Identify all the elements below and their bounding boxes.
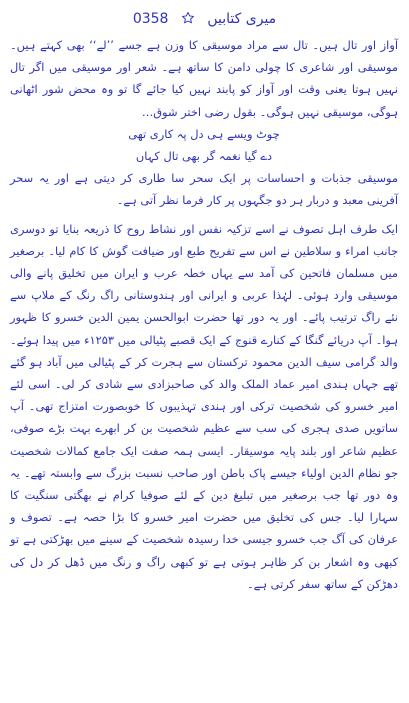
article-body [10,34,398,595]
verse-line: چوٹ ویسے ہی دل پہ کاری تھی [128,126,280,141]
page-number: 0358 [132,11,169,27]
paragraph: موسیقی جذبات و احساسات پر ایک سحر سا طاری کر دیتی ہے اور یہ سحر آفرینی معبد و دربار ہر دو جگہوں پر کار فرما نظر آتی ہے۔ [10,171,398,208]
paragraph: آواز اور تال ہیں۔ تال سے مراد موسیقی کا وزن ہے جسے ’’لے‘‘ بھی کہتے ہیں۔ موسیقی اور شاعری کا چولی دامن کا ساتھ ہے۔ شعر اور موسیقی میں اگر تال نہیں ہوتا یعنی وقت اور آواز کو پابند نہیں کیا جائے گا تو وہ محض شور اٹھانی ہوگی، موسیقی نہیں ہوگی۔ بقول رضی اختر شوق… [10,38,398,119]
book-title: میری کتابیں [207,11,277,27]
verse-line: دے گیا نغمہ گر بھی تال کہاں [135,149,273,164]
paragraph: ایک طرف اہل تصوف نے اسے تزکیہ نفس اور نشاط روح کا ذریعہ بنایا تو دوسری جانب امراء و سلاطین نے اس سے تفریح طبع اور ضیافت گوش کا کام لیا۔ برصغیر میں مسلمان فاتحین کی آمد سے یہاں خطہ عرب و ایران میں تخلیق پانے والی موسیقی وارد ہوئی۔ لہٰذا عربی و ایرانی اور ہندوستانی راگ رنگ کے ملاپ سے نئے راگ ترتیب پائے۔ اور یہ دور تھا حضرت ابوالحسن یمین الدین خسرو کا ظہور ہوا۔ آپ دریائے گنگا کے کنارے قنوج کے ایک قصبے پٹیالی میں ۱۲۵۳ء میں پیدا ہوئے۔ والد گرامی سیف الدین محمود ترکستان سے ہجرت کر کے پٹیالی میں آباد ہو گئے تھے جہاں ہندی امیر عماد الملک والد کی صاحبزادی سے شادی کر لی۔ اسی لئے امیر خسرو کی شخصیت ترکی اور ہندی تہذیبوں کا خوبصورت امتزاج تھی۔ آپ ساتویں صدی ہجری کی سب سے عظیم شخصیت بن کر ابھرے بہت بڑے صوفی، عظیم شاعر اور بلند پایہ موسیقار۔ ایسی ہمہ صفت ایک جامع کمالات شخصیت جو نظام الدین اولیاء جیسے پاک باطن اور صاحب نسبت بزرگ سے وابستہ تھے۔ یہ وہ دور تھا جب برصغیر میں تبلیغ دین کے لئے صوفیا کرام نے بھگتی سنگیت کا سہارا لیا۔ جس کی تخلیق میں حضرت امیر خسرو کا بڑا حصہ ہے۔ تصوف و عرفان کی آگ جب خسرو جیسی خدا رسیدہ شخصیت کے سینے میں بھڑکتی ہے تو کبھی وہ اشعار بن کر ظاہر ہوتی ہے تو کبھی راگ و رنگ میں ڈھل کر دل کی دھڑکن کے ساتھ سفر کرتی ہے۔ [10,221,398,591]
star-outline-icon [176,11,194,27]
page-header [0,10,409,28]
